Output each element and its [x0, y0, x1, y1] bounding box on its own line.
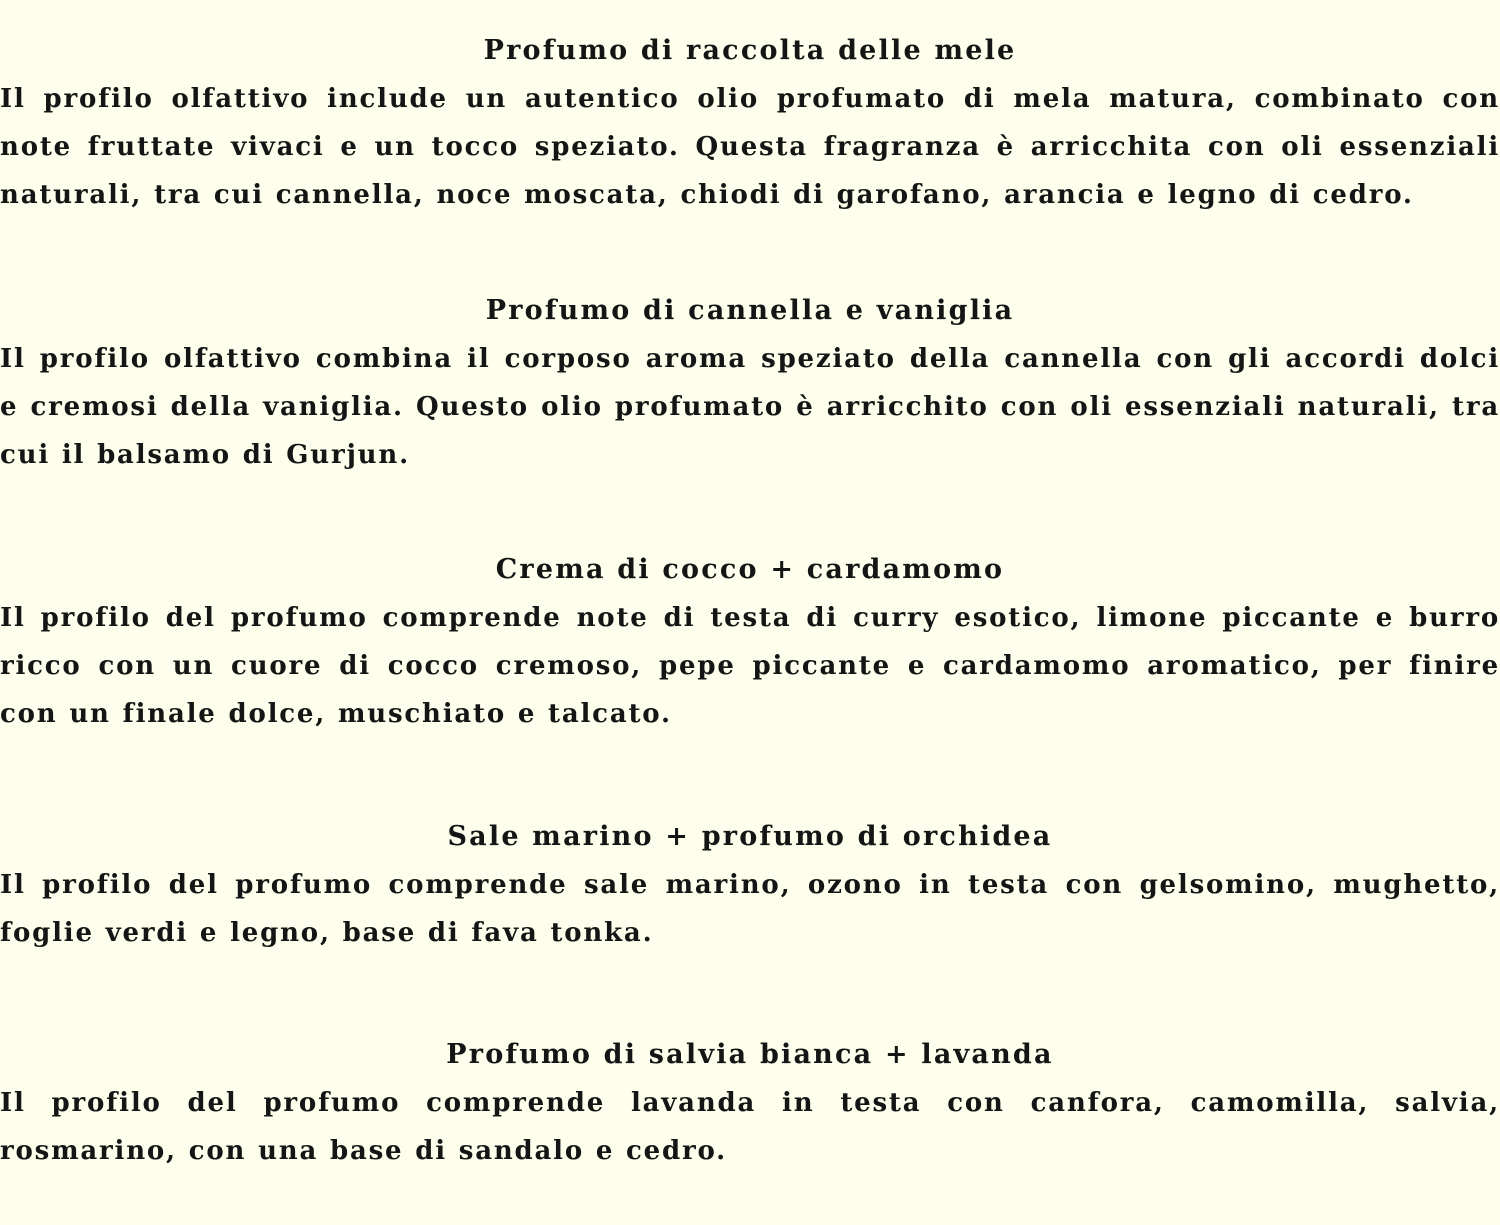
scent-cinnamon-vanilla	[0, 287, 1500, 479]
scent-description: Il profilo del profumo comprende note di testa di curry esotico, limone piccante e burro ricco con un cuore di cocco cremoso, pepe piccante e cardamomo aromatico, per finire con un finale dolce, muschiato e talcato.	[0, 603, 1500, 729]
scent-description: Il profilo del profumo comprende lavanda in testa con canfora, camomilla, salvia, rosmarino, con una base di sandalo e cedro.	[0, 1088, 1500, 1166]
scent-title: Sale marino + profumo di orchidea	[447, 821, 1053, 852]
scent-description: Il profilo olfattivo include un autentico olio profumato di mela matura, combinato con note fruttate vivaci e un tocco speziato. Questa fragranza è arricchita con oli essenziali naturali, tra cui cannella, noce moscata, chiodi di garofano, arancia e legno di cedro.	[0, 84, 1500, 210]
scent-coconut-cardamom	[0, 546, 1500, 738]
scent-description: Il profilo del profumo comprende sale marino, ozono in testa con gelsomino, mughetto, foglie verdi e legno, base di fava tonka.	[0, 870, 1500, 948]
scent-title: Profumo di salvia bianca + lavanda	[446, 1039, 1054, 1070]
scent-title: Crema di cocco + cardamomo	[495, 554, 1005, 585]
scent-title: Profumo di raccolta delle mele	[483, 35, 1017, 66]
scent-white-sage-lavender	[0, 1031, 1500, 1175]
scent-apple-harvest	[0, 27, 1500, 219]
scent-sea-salt-orchid	[0, 813, 1500, 957]
scent-title: Profumo di cannella e vaniglia	[485, 295, 1015, 326]
scent-description: Il profilo olfattivo combina il corposo aroma speziato della cannella con gli accordi dolci e cremosi della vaniglia. Questo olio profumato è arricchito con oli essenziali naturali, tra cui il balsamo di Gurjun.	[0, 344, 1500, 470]
